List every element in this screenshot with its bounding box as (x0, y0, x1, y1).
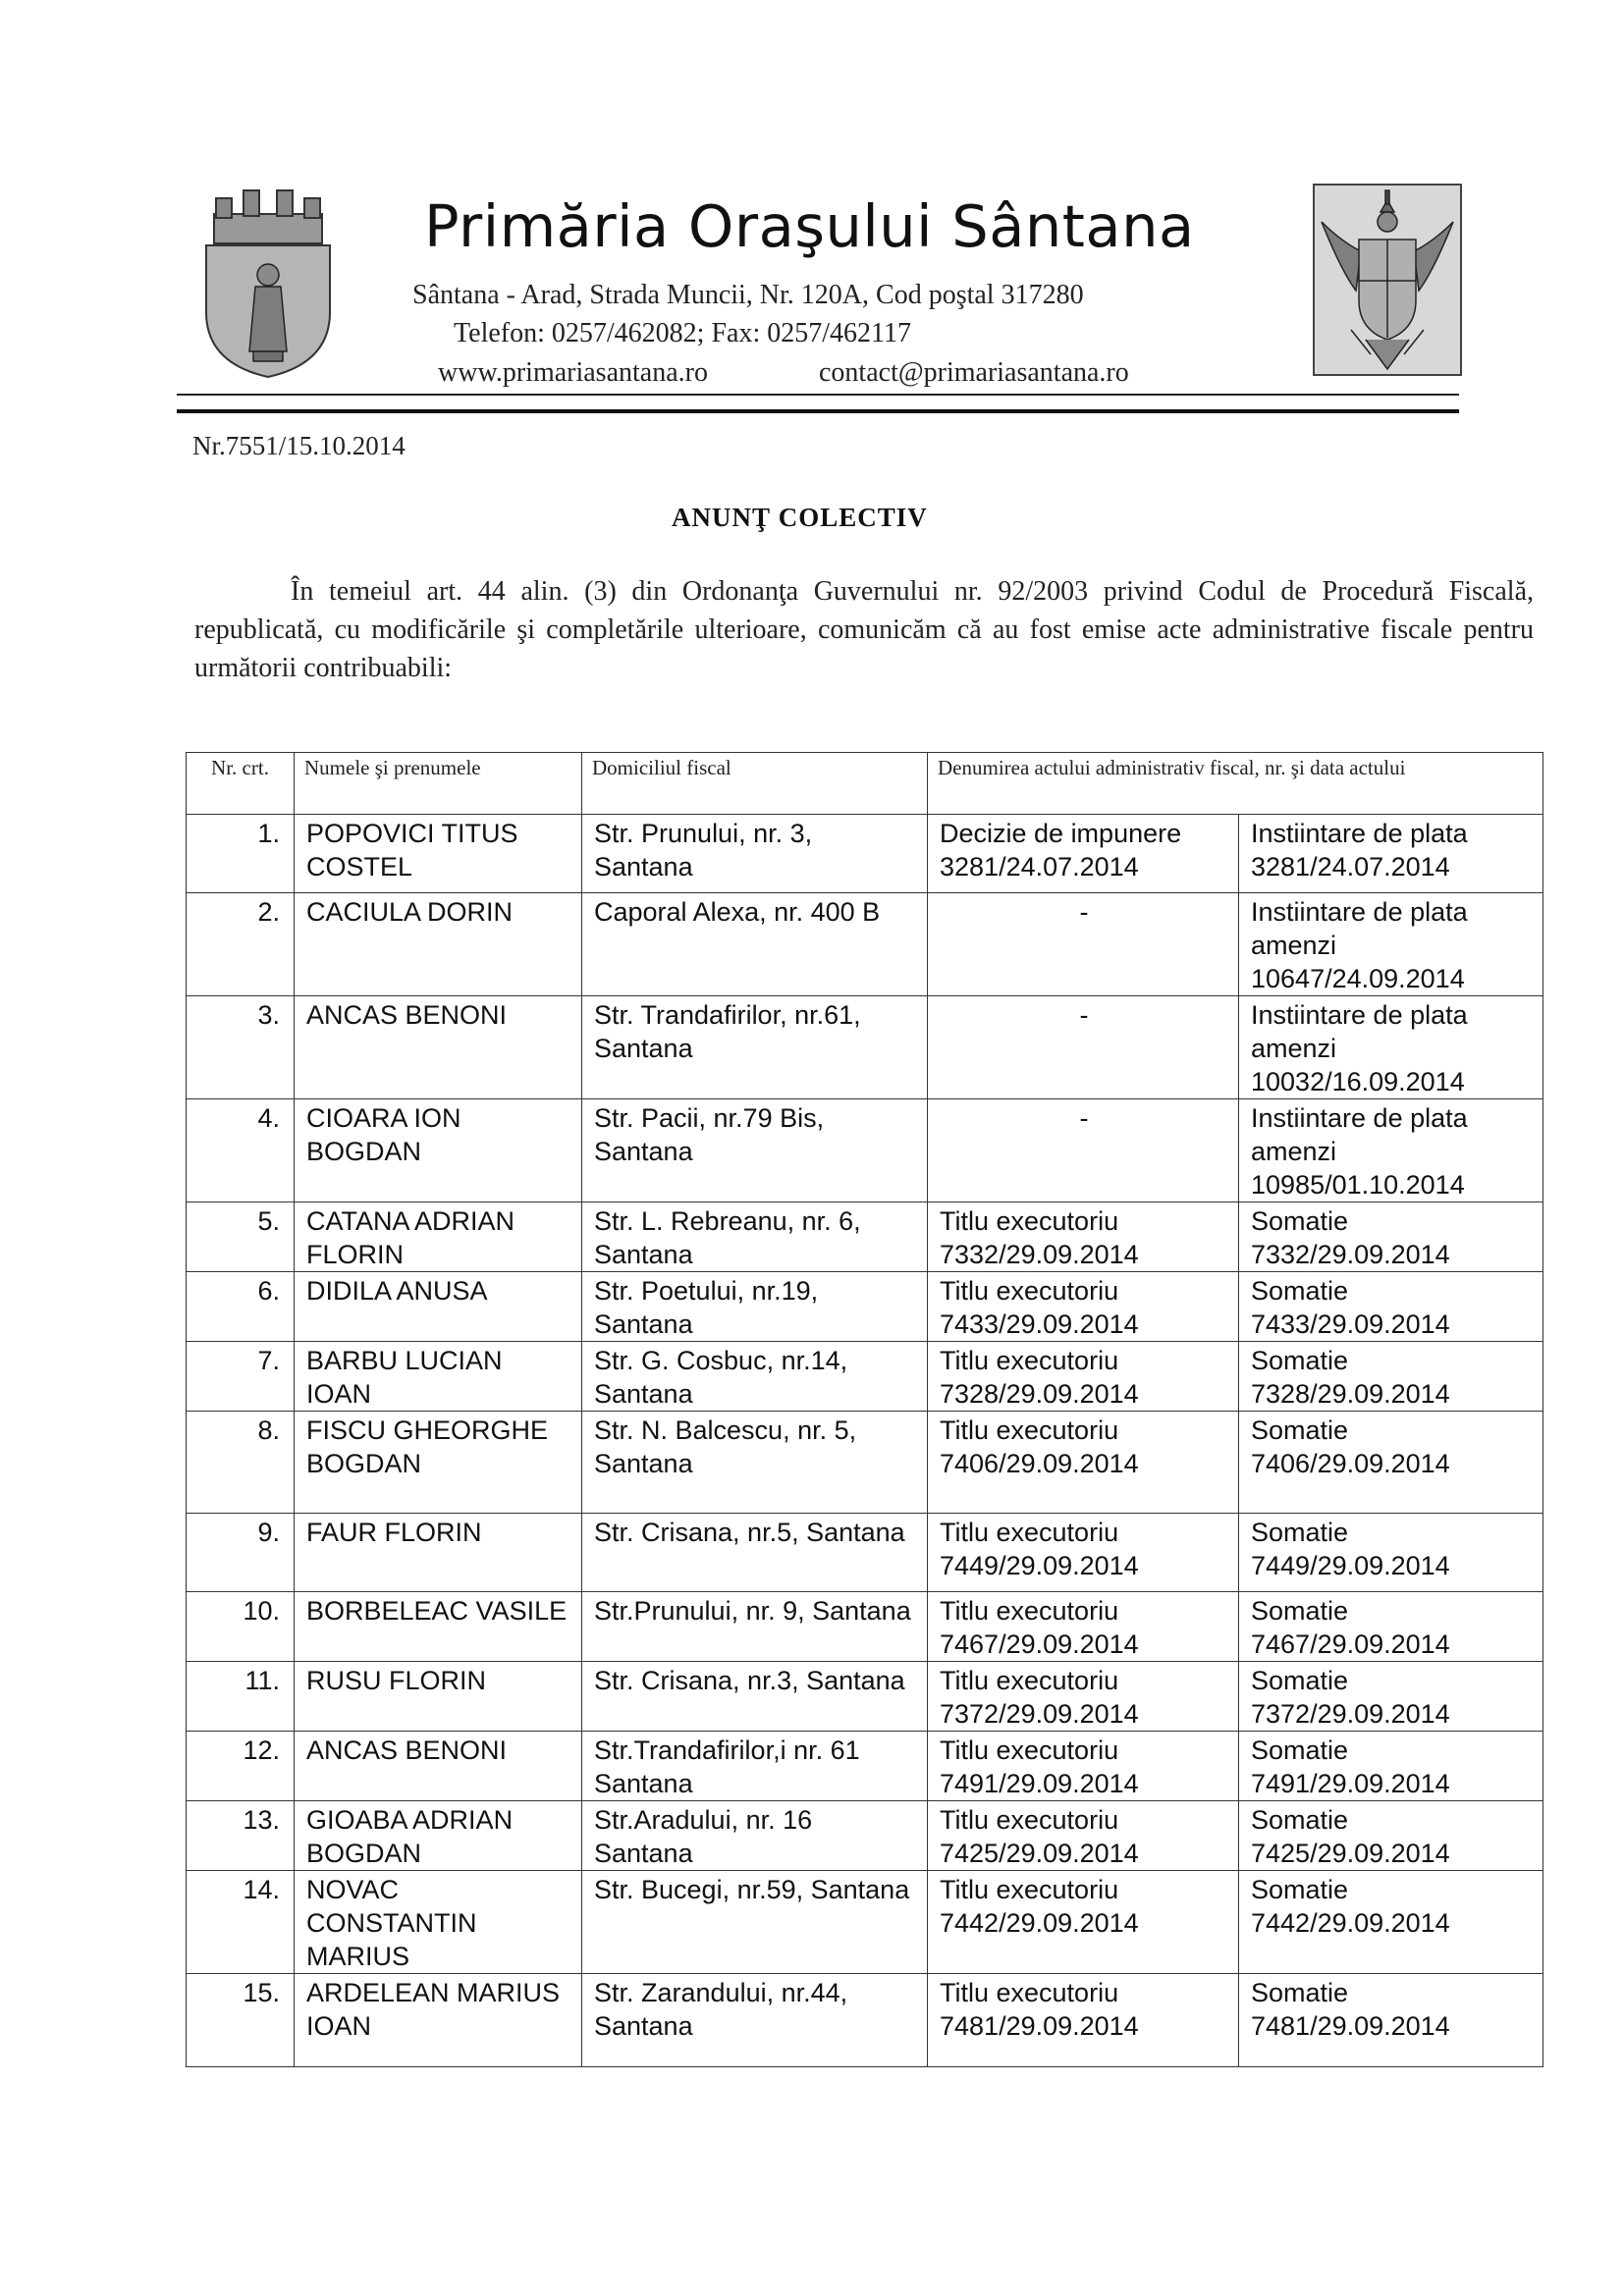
taxpayer-name: BARBU LUCIAN IOAN (295, 1342, 582, 1412)
taxpayer-name: ARDELEAN MARIUS IOAN (295, 1974, 582, 2067)
act-primary: Titlu executoriu 7332/29.09.2014 (928, 1202, 1239, 1272)
taxpayer-name: NOVAC CONSTANTIN MARIUS (295, 1871, 582, 1974)
taxpayer-name: CATANA ADRIAN FLORIN (295, 1202, 582, 1272)
act-primary: Titlu executoriu 7491/29.09.2014 (928, 1732, 1239, 1801)
act-secondary: Somatie 7332/29.09.2014 (1239, 1202, 1543, 1272)
fiscal-address: Str. G. Cosbuc, nr.14, Santana (582, 1342, 928, 1412)
row-number: 15. (187, 1974, 295, 2067)
act-secondary: Instiintare de plata 3281/24.07.2014 (1239, 815, 1543, 893)
column-header-nr: Nr. crt. (187, 753, 295, 815)
fiscal-address: Caporal Alexa, nr. 400 B (582, 893, 928, 996)
row-number: 1. (187, 815, 295, 893)
act-primary: - (928, 996, 1239, 1099)
act-primary: Decizie de impunere 3281/24.07.2014 (928, 815, 1239, 893)
city-coat-of-arms-icon (194, 185, 342, 381)
address-line: Sântana - Arad, Strada Muncii, Nr. 120A, Cod poştal 317280 (412, 280, 1084, 310)
fiscal-address: Str. Trandafirilor, nr.61, Santana (582, 996, 928, 1099)
fiscal-address: Str. Bucegi, nr.59, Santana (582, 1871, 928, 1974)
taxpayer-name: ANCAS BENONI (295, 1732, 582, 1801)
document-number: Nr.7551/15.10.2014 (192, 431, 406, 460)
row-number: 7. (187, 1342, 295, 1412)
table-row (187, 1202, 1543, 1272)
table-row (187, 893, 1543, 996)
act-secondary: Somatie 7467/29.09.2014 (1239, 1592, 1543, 1662)
table-row (187, 1592, 1543, 1662)
table-row (187, 1272, 1543, 1342)
table-header-row (187, 753, 1543, 815)
taxpayer-name: GIOABA ADRIAN BOGDAN (295, 1801, 582, 1871)
act-primary: Titlu executoriu 7372/29.09.2014 (928, 1662, 1239, 1732)
row-number: 11. (187, 1662, 295, 1732)
taxpayer-name: DIDILA ANUSA (295, 1272, 582, 1342)
column-header-act: Denumirea actului administrativ fiscal, nr. şi data actului (928, 753, 1543, 815)
row-number: 10. (187, 1592, 295, 1662)
row-number: 13. (187, 1801, 295, 1871)
table-row (187, 1342, 1543, 1412)
act-secondary: Instiintare de plata amenzi 10985/01.10.2014 (1239, 1099, 1543, 1202)
row-number: 14. (187, 1871, 295, 1974)
act-secondary: Somatie 7406/29.09.2014 (1239, 1412, 1543, 1514)
act-secondary: Somatie 7491/29.09.2014 (1239, 1732, 1543, 1801)
fiscal-address: Str. Zarandului, nr.44, Santana (582, 1974, 928, 2067)
document-title: ANUNŢ COLECTIV (672, 503, 928, 532)
fiscal-address: Str. Prunului, nr. 3, Santana (582, 815, 928, 893)
email-link[interactable]: contact@primariasantana.ro (819, 357, 1129, 388)
fiscal-address: Str.Prunului, nr. 9, Santana (582, 1592, 928, 1662)
row-number: 6. (187, 1272, 295, 1342)
fiscal-address: Str. Pacii, nr.79 Bis, Santana (582, 1099, 928, 1202)
institution-title: Primăria Oraşului Sântana (424, 192, 1195, 260)
fiscal-address: Str.Aradului, nr. 16 Santana (582, 1801, 928, 1871)
row-number: 2. (187, 893, 295, 996)
act-secondary: Instiintare de plata amenzi 10647/24.09.2014 (1239, 893, 1543, 996)
table-row (187, 1801, 1543, 1871)
header-divider-thick (177, 409, 1459, 413)
act-primary: - (928, 893, 1239, 996)
table-row (187, 1099, 1543, 1202)
act-primary: - (928, 1099, 1239, 1202)
act-secondary: Somatie 7433/29.09.2014 (1239, 1272, 1543, 1342)
act-primary: Titlu executoriu 7406/29.09.2014 (928, 1412, 1239, 1514)
fiscal-address: Str.Trandafirilor,i nr. 61 Santana (582, 1732, 928, 1801)
table-row (187, 815, 1543, 893)
romania-coat-of-arms-icon (1312, 183, 1463, 377)
act-primary: Titlu executoriu 7433/29.09.2014 (928, 1272, 1239, 1342)
phone-fax-line: Telefon: 0257/462082; Fax: 0257/462117 (454, 318, 911, 348)
act-secondary: Somatie 7372/29.09.2014 (1239, 1662, 1543, 1732)
act-secondary: Somatie 7449/29.09.2014 (1239, 1514, 1543, 1592)
fiscal-address: Str. Crisana, nr.3, Santana (582, 1662, 928, 1732)
row-number: 12. (187, 1732, 295, 1801)
table-row (187, 1662, 1543, 1732)
act-secondary: Instiintare de plata amenzi 10032/16.09.2014 (1239, 996, 1543, 1099)
taxpayer-name: ANCAS BENONI (295, 996, 582, 1099)
taxpayer-name: CACIULA DORIN (295, 893, 582, 996)
website-link[interactable]: www.primariasantana.ro (438, 357, 708, 388)
table-row (187, 1412, 1543, 1514)
table-row (187, 1514, 1543, 1592)
row-number: 9. (187, 1514, 295, 1592)
row-number: 3. (187, 996, 295, 1099)
table-row (187, 996, 1543, 1099)
column-header-name: Numele şi prenumele (295, 753, 582, 815)
row-number: 4. (187, 1099, 295, 1202)
act-primary: Titlu executoriu 7481/29.09.2014 (928, 1974, 1239, 2067)
taxpayer-name: RUSU FLORIN (295, 1662, 582, 1732)
row-number: 8. (187, 1412, 295, 1514)
row-number: 5. (187, 1202, 295, 1272)
table-row (187, 1974, 1543, 2067)
act-secondary: Somatie 7328/29.09.2014 (1239, 1342, 1543, 1412)
act-primary: Titlu executoriu 7425/29.09.2014 (928, 1801, 1239, 1871)
fiscal-address: Str. Poetului, nr.19, Santana (582, 1272, 928, 1342)
taxpayer-name: FAUR FLORIN (295, 1514, 582, 1592)
act-secondary: Somatie 7425/29.09.2014 (1239, 1801, 1543, 1871)
fiscal-address: Str. L. Rebreanu, nr. 6, Santana (582, 1202, 928, 1272)
fiscal-address: Str. Crisana, nr.5, Santana (582, 1514, 928, 1592)
header-divider-thin (177, 394, 1459, 396)
taxpayer-name: BORBELEAC VASILE (295, 1592, 582, 1662)
fiscal-address: Str. N. Balcescu, nr. 5, Santana (582, 1412, 928, 1514)
column-header-address: Domiciliul fiscal (582, 753, 928, 815)
table-row (187, 1732, 1543, 1801)
act-secondary: Somatie 7442/29.09.2014 (1239, 1871, 1543, 1974)
act-secondary: Somatie 7481/29.09.2014 (1239, 1974, 1543, 2067)
act-primary: Titlu executoriu 7467/29.09.2014 (928, 1592, 1239, 1662)
intro-paragraph: În temeiul art. 44 alin. (3) din Ordonanţa Guvernului nr. 92/2003 privind Codul de Procedură Fiscală, republicată, cu modificările şi completările ulterioare, comunicăm că au fost emise acte administrative fiscale pentru următorii contribuabili: (194, 576, 1534, 683)
act-primary: Titlu executoriu 7328/29.09.2014 (928, 1342, 1239, 1412)
table-row (187, 1871, 1543, 1974)
act-primary: Titlu executoriu 7449/29.09.2014 (928, 1514, 1239, 1592)
act-primary: Titlu executoriu 7442/29.09.2014 (928, 1871, 1239, 1974)
taxpayer-name: CIOARA ION BOGDAN (295, 1099, 582, 1202)
contributors-table (186, 752, 1543, 2067)
taxpayer-name: POPOVICI TITUS COSTEL (295, 815, 582, 893)
taxpayer-name: FISCU GHEORGHE BOGDAN (295, 1412, 582, 1514)
